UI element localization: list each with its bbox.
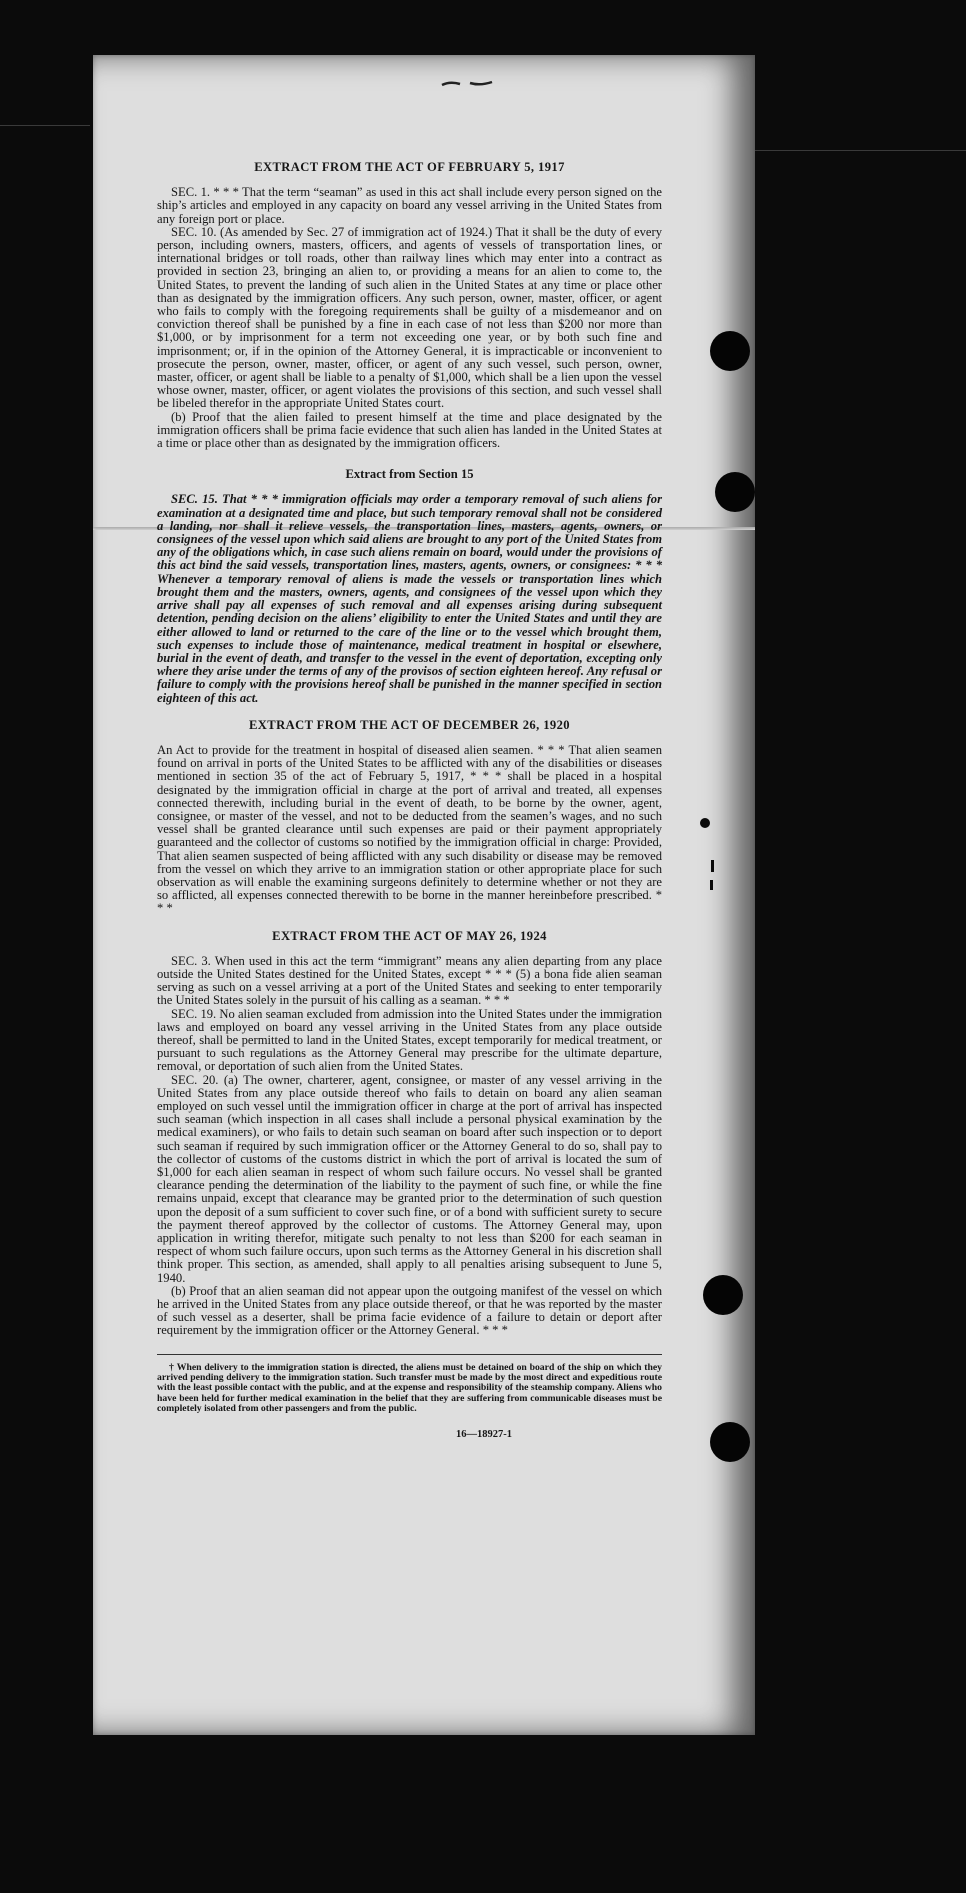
section-20b-text: (b) Proof that an alien seaman did not appear upon the outgoing manifest of the vessel on which he arrived in the United States from any place outside thereof, or that he was reported by the master of such vessel as a deserter, shall be prima facie evidence of a failure to detain or deport after requirement by the immigration officer or the Attorney General. * * * <box>157 1283 662 1338</box>
section-10-text: SEC. 10. (As amended by Sec. 27 of immigration act of 1924.) That it shall be the duty of every person, including owners, masters, officers, and agents of vessels of transportation lines, or international bridges or toll roads, other than railway lines which may enter into a contract as provided in section 23, bringing an alien to, or providing a means for an alien to come to, the United States, to prevent the landing of such alien in the United States at any time or place other than as designated by the immigration officers. Any such person, owner, master, officer, or agent who fails to comply with the foregoing requirements shall be guilty of a misdemeanor and on conviction thereof shall be punished by a fine in each case of not less than $200 nor more than $1,000, or by imprisonment for a term not exceeding one year, or by both such fine and imprisonment; or, if in the opinion of the Attorney General, it is impracticable or inconvenient to prosecute the person, owner, master, officer, or agent of any such vessel, such person, owner, master, officer, or agent shall be liable to a penalty of $1,000, which shall be a lien upon the vessel whose owner, master, officer, or agent violates the provisions of this section, and such vessel shall be libeled therefor in the appropriate United States court. <box>157 224 662 411</box>
section-20-text: SEC. 20. (a) The owner, charterer, agent, consignee, or master of any vessel arriving in the United States from any place outside thereof who fails to detain on board any alien seaman employed on such vessel until the immigration officer in charge at the port of arrival has inspected such seaman (which inspection in all cases shall include a personal physical examination by the medical examiners), or who fails to detain such seaman on board after such inspection or to deport such seaman if required by such immigration officer or the Attorney General to do so, shall pay to the collector of customs of the customs district in which the port of arrival is located the sum of $1,000 for each alien seaman in respect of whom such failure occurs. No vessel shall be granted clearance pending the determination of the liability to the payment of such fine, or while the fine remains unpaid, except that clearance may be granted prior to the determination of such question upon the deposit of a sum sufficient to cover such fine, or of a bond with sufficient surety to secure the payment thereof approved by the collector of customs. The Attorney General may, upon application in writing therefor, mitigate such penalty to not less than $200 for each seaman in respect of whom such failure occurs, upon such terms as the Attorney General in his discretion shall think proper. This section, as amended, shall apply to all penalties arising subsequent to June 5, 1940. <box>157 1072 662 1285</box>
heading-act-1920: EXTRACT FROM THE ACT OF DECEMBER 26, 1920 <box>248 717 571 732</box>
right-edge-line <box>755 150 966 151</box>
punch-hole <box>703 1275 743 1315</box>
edge-mark <box>700 818 710 828</box>
section-3-text: SEC. 3. When used in this act the term “immigrant” means any alien departing from any place outside the United States destined for the United States, except * * * (5) a bona fide alien seaman serving as such on a vessel arriving at a port of the United States and seeking to enter temporarily the United States solely in the pursuit of his calling as a seaman. * * * <box>157 953 662 1008</box>
edge-mark <box>711 860 714 872</box>
act-1920-text: An Act to provide for the treatment in hospital of diseased alien seamen. * * * That alien seamen found on arrival in ports of the United States to be afflicted with any of the disabilities or diseases mentioned in section 35 of the act of February 5, 1917, * * * shall be placed in a hospital designated by the immigration official in charge at the port of arrival and treated, all expenses connected therewith, including burial in the event of death, to be borne by the owner, agent, consignee, or master of the vessel, and not to be deducted from the seamen’s wages, and no such vessel shall be granted clearance until such expenses are paid or their payment appropriately guaranteed and the collector of customs so notified by the immigration official in charge: Provided, That alien seamen suspected of being afflicted with any such disability or disease may be removed from the vessel on which they arrive to an immigration station or other appropriate place for such observation as will enable the examining surgeons definitely to determine whether or not they are so afflicted, all expenses connected therewith to be borne in the manner hereinbefore prescribed. * * * <box>157 742 662 916</box>
punch-hole <box>715 472 755 512</box>
heading-section-15: Extract from Section 15 <box>345 467 474 482</box>
footnote <box>157 1354 662 1414</box>
section-19-text: SEC. 19. No alien seaman excluded from admission into the United States under the immigration laws and employed on board any vessel arriving in the United States from any place outside thereof, shall be permitted to land in the United States, except temporarily for medical treatment, or pursuant to such regulations as the Attorney General may prescribe for the ultimate departure, removal, or deportation of such alien from the United States. <box>157 1006 662 1074</box>
staple-marks <box>440 79 500 89</box>
punch-hole <box>710 1422 750 1462</box>
heading-act-1924: EXTRACT FROM THE ACT OF MAY 26, 1924 <box>272 928 547 943</box>
heading-act-1917: EXTRACT FROM THE ACT OF FEBRUARY 5, 1917 <box>254 160 565 174</box>
punch-hole <box>710 331 750 371</box>
section-15-text: SEC. 15. That * * * immigration officials may order a temporary removal of such aliens for examination at a designated time and place, but such temporary removal shall not be considered a landing, nor shall it relieve vessels, the transportation lines, masters, agents, owners, or consignees of the vessel upon which said aliens are brought to any port of the United States from any of the obligations which, in case such aliens remain on board, would under the provisions of this act bind the said vessels, transportation lines, masters, agents, owners, or consignees: * * * Whenever a temporary removal of aliens is made the vessels or transportation lines which brought them and the masters, owners, agents, and consignees of the vessel upon which they arrive shall pay all expenses of such removal and all expenses arising during subsequent detention, pending decision on the aliens’ eligibility to enter the United States and until they are either allowed to land or returned to the care of the line or to the vessel which brought them, such expenses to include those of maintenance, medical treatment in hospital or elsewhere, burial in the event of death, and transfer to the vessel in the event of deportation, excepting only where they arise under the terms of any of the provisos of section eighteen hereof. Any refusal or failure to comply with the provisions hereof shall be punished in the manner specified in section eighteen of this act. <box>157 492 662 705</box>
footnote-text: † When delivery to the immigration station is directed, the aliens must be detained on board of the ship on which they arrived pending delivery to the immigration station. Such transfer must be made by the most direct and expeditious route with the least possible contact with the public, and at the expense and responsibility of the steamship company. Aliens who have been held for further medical examination in the belief that they are suffering from communicable diseases must be completely isolated from other passengers and from the public. <box>157 1361 662 1414</box>
section-1-text: SEC. 1. * * * That the term “seaman” as used in this act shall include every person signed on the ship’s articles and employed in any capacity on board any vessel arriving in the United States from any foreign port or place. <box>157 185 662 226</box>
document-body <box>157 152 662 1441</box>
left-edge-line <box>0 125 90 126</box>
edge-mark <box>710 880 713 890</box>
document-page <box>93 55 755 1735</box>
section-10b-text: (b) Proof that the alien failed to present himself at the time and place designated by the immigration officers shall be prima facie evidence that such alien has landed in the United States at a time or place other than as designated by the immigration officers. <box>157 409 662 451</box>
print-code: 16—18927-1 <box>456 1429 512 1441</box>
